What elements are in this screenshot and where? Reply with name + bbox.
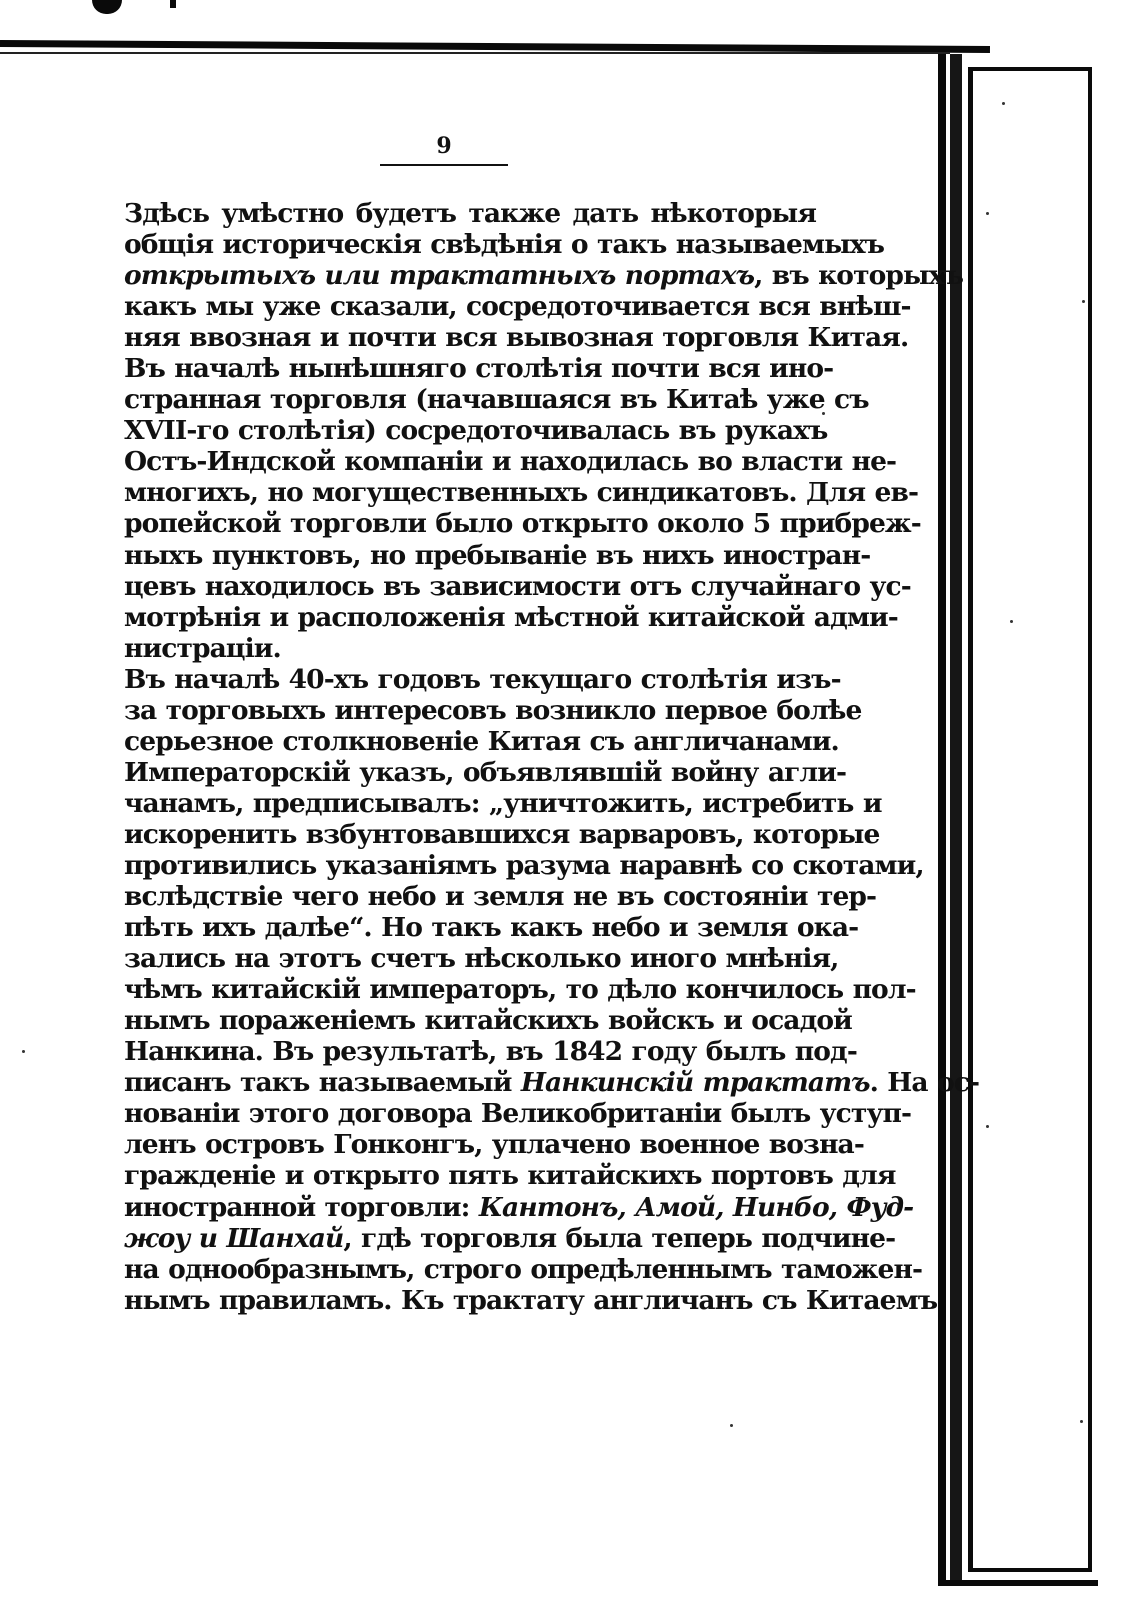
text-segment: нованіи этого договора Великобританіи былъ уступ- [124, 1098, 912, 1130]
speck [22, 1050, 25, 1053]
text-segment: ропейской торговли было открыто около 5 прибреж- [124, 508, 921, 540]
text-segment: на однообразнымъ, строго опредѣленнымъ таможен- [124, 1253, 923, 1285]
text-segment: Въ началѣ 40-хъ годовъ текущаго столѣтія изъ- [124, 663, 841, 695]
text-line [124, 1098, 912, 1130]
text-line [124, 1222, 896, 1254]
speck [1082, 300, 1085, 303]
binding-edge-bottom [938, 1580, 1098, 1586]
text-line [124, 756, 847, 788]
speck [730, 1424, 733, 1427]
text-line [124, 818, 880, 850]
text-line [124, 322, 909, 354]
text-line [124, 508, 921, 540]
text-segment: мотрѣнія и расположенія мѣстной китайской адми- [124, 601, 898, 633]
text-segment: . На ос- [869, 1067, 980, 1099]
ink-blot-top [92, 0, 122, 14]
speck [986, 212, 989, 215]
text-line [124, 787, 882, 819]
text-line [124, 1253, 923, 1285]
speck [1010, 620, 1013, 623]
text-line [124, 539, 871, 571]
text-line [124, 291, 911, 323]
text-segment: , въ которыхъ [754, 260, 964, 292]
text-segment: за торговыхъ интересовъ возникло первое болѣе [124, 694, 862, 726]
ink-blot-small [170, 0, 176, 8]
text-segment: Въ началѣ нынѣшняго столѣтія почти вся ино- [124, 353, 834, 385]
text-segment: нистраціи. [124, 632, 281, 664]
text-segment: искоренить взбунтовавшихся варваровъ, которые [124, 818, 880, 850]
text-line [124, 1129, 864, 1161]
text-line [124, 415, 828, 447]
text-segment: пѣть ихъ далѣе“. Но такъ какъ небо и земля ока- [124, 912, 859, 944]
text-line [124, 1160, 896, 1192]
text-line [124, 725, 839, 757]
text-segment: писанъ такъ называемый [124, 1067, 521, 1099]
top-border-rule-thin [0, 52, 950, 54]
text-line [124, 1036, 857, 1068]
text-segment: нымъ правиламъ. Къ трактату англичанъ съ Китаемъ [124, 1284, 938, 1316]
text-line [124, 943, 839, 975]
text-line [124, 881, 877, 913]
text-line [124, 477, 919, 509]
speck [1002, 102, 1005, 105]
text-segment: противились указаніямъ разума наравнѣ со скотами, [124, 849, 924, 881]
text-segment: Нанкина. Въ результатѣ, въ 1842 году былъ под- [124, 1036, 857, 1068]
italic-text: Кантонъ, Амой, Нинбо, Фуд- [478, 1191, 914, 1223]
speck [986, 1125, 989, 1128]
text-segment: чѣмъ китайскій императоръ, то дѣло кончилось пол- [124, 974, 916, 1006]
text-line [124, 1005, 852, 1037]
text-segment: вслѣдствіе чего небо и земля не въ состояніи тер- [124, 881, 877, 913]
text-segment: зались на этотъ счетъ нѣсколько иного мнѣнія, [124, 943, 839, 975]
text-line [124, 1191, 914, 1223]
text-line [124, 974, 916, 1006]
text-segment: Здѣсь умѣстно будетъ также дать нѣкоторыя [124, 198, 816, 229]
text-segment: нымъ пораженіемъ китайскихъ войскъ и осадой [124, 1005, 852, 1037]
text-line [124, 849, 924, 881]
text-line [124, 1067, 980, 1099]
text-line [124, 260, 964, 292]
text-line [124, 570, 911, 602]
italic-text: открытыхъ или трактатныхъ портахъ [124, 260, 755, 292]
text-segment: многихъ, но могущественныхъ синдикатовъ. Для ев- [124, 477, 919, 509]
text-segment: цевъ находилось въ зависимости отъ случайнаго ус- [124, 570, 911, 602]
text-segment: странная торговля (начавшаяся въ Китаѣ уже съ [124, 384, 869, 416]
italic-text: Нанкинскій трактатъ [520, 1067, 870, 1099]
text-segment: , гдѣ торговля была теперь подчине- [343, 1222, 896, 1254]
text-line [124, 446, 897, 478]
text-segment: XVII-го столѣтія) сосредоточивалась въ рукахъ [124, 415, 828, 447]
text-line [124, 353, 834, 385]
text-line [124, 912, 859, 944]
text-segment: иностранной торговли: [124, 1191, 479, 1223]
italic-text: жоу и Шанхай [124, 1222, 344, 1254]
page-number: 9 [436, 133, 452, 159]
text-line [124, 229, 885, 261]
text-segment: няя ввозная и почти вся вывозная торговля Китая. [124, 322, 909, 354]
text-segment: серьезное столкновеніе Китая съ англичанами. [124, 725, 839, 757]
right-margin-frame [968, 67, 1092, 1572]
text-segment: общія историческія свѣдѣнія о такъ называемыхъ [124, 229, 885, 261]
text-segment: какъ мы уже сказали, сосредоточивается вся внѣш- [124, 291, 911, 323]
text-segment: ленъ островъ Гонконгъ, уплачено военное возна- [124, 1129, 864, 1161]
text-segment: Остъ-Индской компаніи и находилась во власти не- [124, 446, 897, 478]
text-line [124, 694, 862, 726]
page-number-rule [380, 164, 508, 166]
text-line [124, 663, 841, 695]
text-line [124, 384, 869, 416]
text-line [124, 198, 816, 229]
text-segment: ныхъ пунктовъ, но пребываніе въ нихъ иностран- [124, 539, 871, 571]
text-segment: Императорскій указъ, объявлявшій войну агли- [124, 756, 847, 788]
text-segment: чанамъ, предписывалъ: „уничтожить, истребить и [124, 787, 882, 819]
text-line [124, 601, 898, 633]
body-text [124, 198, 980, 1316]
text-line [124, 1284, 938, 1316]
speck [1080, 1420, 1083, 1423]
text-segment: гражденіе и открыто пять китайскихъ портовъ для [124, 1160, 896, 1192]
text-line [124, 633, 816, 664]
